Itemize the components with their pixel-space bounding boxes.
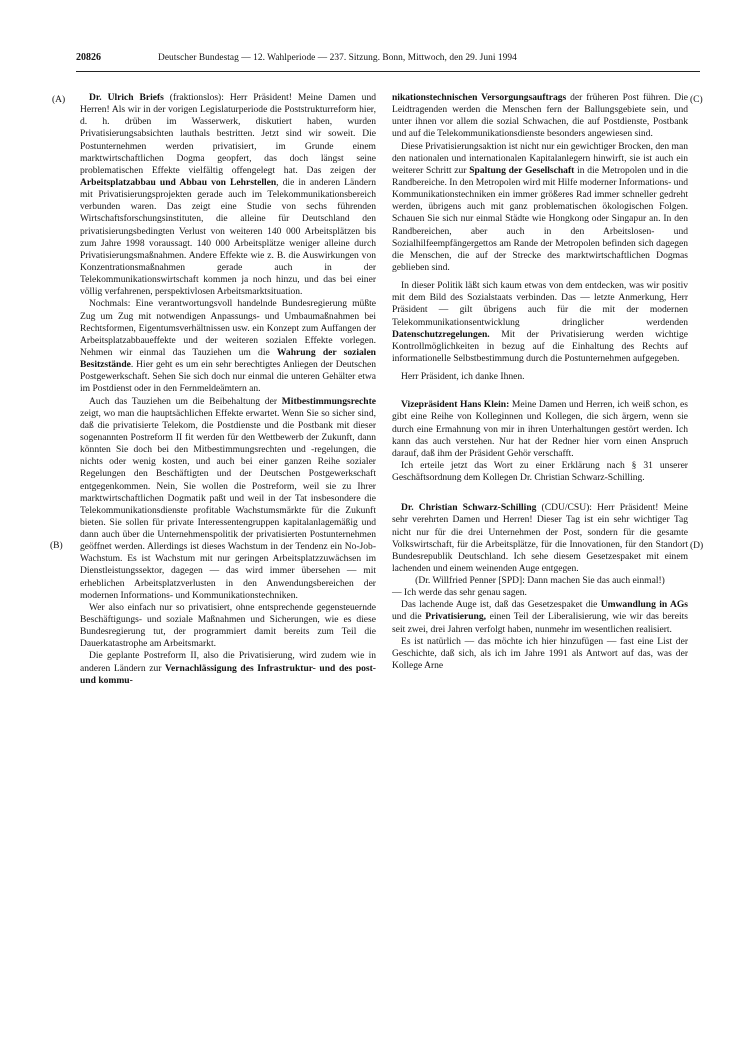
text-run: In dieser Politik läßt sich kaum etwas von dem entdecken, was wir positiv mit dem Bild des Sozialstaats verbinden. Das — letzte Anmerkung, Herr Präsident — gilt übrigens auch für die mit der modernen Telekommunikationsentwicklung dringlicher werdenden bbox=[392, 280, 688, 328]
emphasis: Umwandlung in AGs bbox=[600, 599, 688, 611]
paragraph-briefs-7 bbox=[392, 280, 688, 365]
paragraph-briefs-2 bbox=[80, 298, 376, 395]
text-run: Meine Damen und Herren, ich weiß schon, es gibt eine Reihe von Kolleginnen und Kollegen, die sich ärgern, wenn sie durch eine Ermahnung von mir in ihren Unterhaltungen gestört werden. Ich kann das auch verstehen. Nur hat der Redner hier vorn einen Anspruch darauf, daß ihm der Präsident Gehör verschafft. bbox=[392, 399, 688, 459]
paragraph-briefs-6 bbox=[392, 141, 688, 275]
left-column bbox=[80, 92, 376, 687]
margin-label-d: (D) bbox=[690, 541, 704, 551]
speaker-name: Dr. Ulrich Briefs bbox=[89, 92, 164, 103]
emphasis: Vernachlässigung des Infrastruktur- und des post- und kommu- bbox=[80, 662, 376, 686]
paragraph-briefs-5-cont bbox=[392, 92, 688, 141]
paragraph-briefs-4: Wer also einfach nur so privatisiert, ohne entsprechende gegensteuernde Beschäftigungs- und soziale Maßnahmen und Sicherungen, wie es diese Bundesregierung tut, der programmiert damit bereits zum Teil die Dauerkatastrophe am Arbeitsmarkt. bbox=[80, 601, 376, 650]
speaker-name: Vizepräsident Hans Klein: bbox=[401, 399, 510, 411]
text-run: und die bbox=[392, 611, 426, 623]
emphasis: Wahrung der sozialen Besitzstände bbox=[80, 346, 376, 371]
page-number: 20826 bbox=[76, 52, 101, 63]
right-column bbox=[392, 92, 688, 672]
emphasis: nikationstechnischen Versorgungsauftrags bbox=[392, 92, 567, 103]
paragraph-schwarz-schilling-2: — Ich werde das sehr genau sagen. bbox=[392, 587, 527, 599]
text-run: einen Teil der Liberalisierung, wie wir das bereits seit zwei, drei Jahren verfolgt haben, nunmehr im wesentlichen realisiert. bbox=[392, 611, 688, 635]
text-run: Das lachende Auge ist, daß das Gesetzespaket die bbox=[401, 599, 601, 611]
speaker-name: Dr. Christian Schwarz-Schilling bbox=[401, 502, 537, 514]
emphasis: Arbeitsplatzabbau und Abbau von Lehrstellen bbox=[80, 176, 277, 188]
text-run: der früheren Post führen. Die Leidtragenden werden die Menschen fern der Ballungsgebiete sein, und unter ihnen vor allem die sozial Schwachen, die auf Postdienste, Postbank und auf die Telekommunikationsdienste besonders angewiesen sind. bbox=[392, 92, 688, 140]
paragraph-schwarz-schilling-3 bbox=[392, 599, 688, 635]
text-run: Diese Privatisierungsaktion ist nicht nur ein gewichtiger Brocken, den man den nationalen und internationalen Kapitalanlegern hinwirft, sie ist auch ein weiterer Schritt zur bbox=[392, 140, 688, 176]
text-run: Nochmals: Eine verantwortungsvoll handelnde Bundesregierung müßte Zug um Zug mit notwendigen Anpassungs- und Umbaumaßnahmen bei Rechtsformen, Eigentumsverhältnissen usw. ein Konzept zum Auffangen der Arbeitsplatzabbaueffekte und der weiteren sozialen Effekte vorlegen. Nehmen wir einmal das Tauziehen um die bbox=[80, 298, 376, 358]
paragraph-klein-2: Ich erteile jetzt das Wort zu einer Erklärung nach § 31 unserer Geschäftsordnung dem Kollegen Dr. Christian Schwarz-Schilling. bbox=[392, 459, 688, 484]
paragraph-schwarz-schilling-1 bbox=[392, 502, 688, 575]
emphasis: Spaltung der Gesellschaft bbox=[469, 164, 575, 176]
running-title: Deutscher Bundestag — 12. Wahlperiode — 237. Sitzung. Bonn, Mittwoch, den 29. Juni 1994 bbox=[158, 53, 517, 63]
paragraph-briefs-5 bbox=[80, 650, 376, 686]
emphasis: Datenschutzregelungen. bbox=[392, 328, 490, 340]
text-run: zeigt, wo man die hauptsächlichen Effekte erwartet. Wenn Sie so sicher sind, daß die privatisierte Telekom, die Postdienste und die Postbank mit dieser sogenannten Postreform II fit werden für den Wettbewerb der Zukunft, dann könnten Sie doch bei den Mitbestimmungsrechten und -regelungen, die nichts oder wenig kosten, und auch bei einer ganzen Reihe sozialer Regelungen den Beschäftigten und der Deutschen Postgewerkschaft entgegenkommen. Nein, Sie wollen die Postreform, weil sie zu Ihrer marktwirtschaftlichen Dogmatik paßt und weil in der Tat insbesondere die Telekommunikationsdienste profitable Wachstumsmärkte für die Zukunft bieten. Sie sollen für private Interessentengruppen kapitalanlagemäßig und dann auch über die Unternehmenspolitik der privatisierten Postunternehmen geöffnet werden. Allerdings ist dieses Wachstum in der Tendenz ein No-Job-Wachstum. Es ist Wachstum mit nur geringen Arbeitsplatzzuwächsen im Dienstleistungssektor, dagegen — das wird immer übersehen — mit erheblichen Arbeitsplatzverlusten in den Anwendungsbereichen der modernen Informations- und Kommunikationstechniken. bbox=[80, 407, 376, 601]
text-run: , die in anderen Ländern mit Privatisierungsprojekten gerade auch im Telekommunikationsbereich verbunden waren. Das zeigt eine Studie von sechs führenden Wirtschaftsforschungsinstituten, die alleine für Deutschland den privatisierungsbedingten Verlust von weiteren 140 000 Arbeitsplätzen bis zum Jahre 1998 voraussagt. 140 000 Arbeitsplätze weniger alleine durch Privatisierungsmaßnahmen. Andere Effekte wie z. B. die Auswirkungen von Konzentrationsmaßnahmen gerade auch in der Telekommunikationswirtschaft kommen ja noch hinzu, und das bei einer völlig verfahrenen, perspektivlosen Arbeitsmarktsituation. bbox=[80, 176, 376, 298]
margin-label-a: (A) bbox=[52, 95, 66, 105]
header-rule bbox=[76, 71, 700, 72]
paragraph-briefs-3 bbox=[80, 396, 376, 602]
margin-label-c: (C) bbox=[690, 95, 703, 105]
text-run: Mit der Privatisierung werden wichtige Kontrollmöglichkeiten in bezug auf die Einhaltung des Rechts auf informationelle Selbstbestimmung durch die Postunternehmen aufgegeben. bbox=[392, 328, 688, 364]
interjection: (Dr. Willfried Penner [SPD]: Dann machen Sie das auch einmal!) bbox=[415, 575, 665, 587]
text-run: (fraktionslos): Herr Präsident! Meine Damen und Herren! Als wir in der vorigen Legislaturperiode die Poststrukturreform hier, d. h. drüben im Wasserwerk, diskutiert haben, wurden Privatisierungsabsichten lauthals bestritten. Jetzt sind wir soweit. Die Postunternehmen werden privatisiert, im Grunde einem marktwirtschaftlichen Dogma geopfert, das doch längst seine problematischen Effekte vielfältig offengelegt hat. Das zeigen der bbox=[80, 92, 376, 176]
paragraph-klein-1 bbox=[392, 399, 688, 460]
emphasis: Privatisierung, bbox=[425, 611, 487, 623]
margin-label-b: (B) bbox=[50, 541, 63, 551]
emphasis: Mitbestimmungsrechte bbox=[281, 395, 376, 407]
text-run: (CDU/CSU): Herr Präsident! Meine sehr verehrten Damen und Herren! Dieser Tag ist ein sehr wichtiger Tag nicht nur für die drei Unternehmen der Post, sondern für die gesamte Volkswirtschaft, für die Arbeitsplätze, für die Innovationen, für den Standort Bundesrepublik Deutschland. Ich sehe diesem Gesetzespaket mit einem lachenden und einem weinenden Auge entgegen. bbox=[392, 502, 688, 574]
paragraph-briefs-1 bbox=[80, 92, 376, 298]
text-run: . Hier geht es um ein sehr berechtigtes Anliegen der Deutschen Postgewerkschaft. Sehen Sie sich doch nur einmal die unteren Gehälter etwa im Postdienst oder in den Fernmeldeämtern an. bbox=[80, 359, 376, 395]
text-run: Auch das Tauziehen um die Beibehaltung der bbox=[89, 395, 282, 407]
paragraph-briefs-closing: Herr Präsident, ich danke Ihnen. bbox=[401, 371, 525, 383]
text-run: in die Metropolen und in die Randbereiche. In den Metropolen wird mit Hilfe moderner Informations- und Kommunikationstechniken ein immer größeres Rad immer schneller gedreht werden, übrigens auch mit ganz problematischen ökologischen Folgen. Schauen Sie sich nur einmal Städte wie Hongkong oder Singapur an. In den Randbereichen, aber auch in den Arbeitslosen- und Sozialhilfeempfängergettos am Rande der Metropolen befinden sich dagegen die Menschen, die auf der Strecke des marktwirtschaftlichen Dogmas geblieben sind. bbox=[392, 164, 688, 273]
text-run: Die geplante Postreform II, also die Privatisierung, wird zudem wie in anderen Ländern zur bbox=[80, 650, 376, 674]
paragraph-schwarz-schilling-4: Es ist natürlich — das möchte ich hier hinzufügen — fast eine List der Geschichte, daß sich, als ich im Jahre 1991 als Antwort auf das, was der Kollege Arne bbox=[392, 635, 688, 672]
